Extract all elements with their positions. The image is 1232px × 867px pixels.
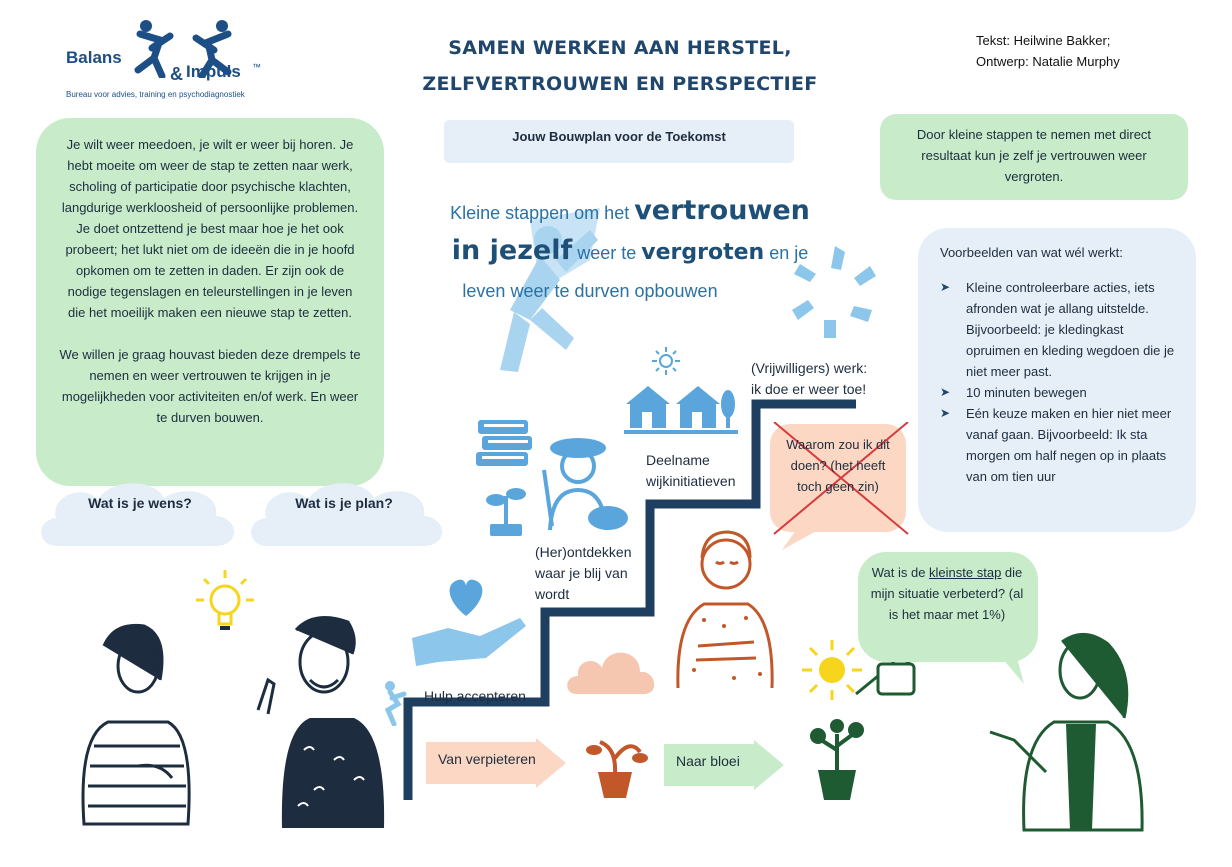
heart-hand-icon [408,574,528,670]
logo-balans: Balans [66,48,122,67]
intro-box [36,118,384,486]
doubt-bubble-text: Waarom zou ik dit doen? (het heeft toch geen zin) [786,437,890,494]
sun-icon [650,345,682,377]
cloud-icon [564,640,660,696]
small-steps-box: Door kleine stappen te nemen met direct resultaat kun je zelf je vertrouwen weer vergroten. [880,114,1188,200]
example-item: ➤ Eén keuze maken en hier niet meer vanaf gaan. Bijvoorbeeld: Ik sta morgen om half negen op in plaats van om tien uur [940,403,1176,487]
page-title [400,30,840,102]
hands-circle-icon [780,238,890,348]
thought-cloud-plan-shape [244,476,450,552]
tagline-bold-enlarge: vergroten [641,240,765,265]
pointing-woman-illustration [984,622,1164,832]
bearded-man-illustration [254,610,394,830]
smallest-step-text: Wat is de kleinste stap die mijn situatie verbeterd? (al is het maar met 1%) [870,565,1024,622]
intro-paragraph-2: We willen je graag houvast bieden deze drempels te nemen en weer vertrouwen te krijgen in je mogelijkheden voor activiteiten en/of werk. En weer te durven bouwen. [59,347,361,425]
tagline-bold-yourself: in jezelf [451,235,573,266]
thinking-man-illustration [664,520,784,690]
example-item: ➤ 10 minuten bewegen [940,382,1176,403]
logo-trademark: ™ [252,62,261,72]
wilted-plant-icon [580,728,650,798]
thought-cloud-wish-shape [34,476,244,552]
thought-cloud-plan: Wat is je plan? [295,495,393,511]
tagline: Kleine stappen om het vertrouwen in jezelf weer te vergroten en je leven weer te durven opbouwen [450,195,810,301]
credits-text: Tekst: Heilwine Bakker; [976,33,1111,48]
step-volunteer-work: (Vrijwilligers) werk: ik doe er weer toe! [751,360,868,397]
woman-illustration [64,616,204,826]
blooming-plant-icon [802,710,872,800]
logo-impuls: Impuls [186,62,241,81]
from-arrow: Van verpieteren [426,738,570,784]
intro-paragraph-1: Je wilt weer meedoen, je wilt er weer bij horen. Je hebt moeite om weer de stap te zetten naar werk, scholing of participatie door psychische klachten, langdurige werkloosheid of persoonlijke problemen. Je doet ontzettend je best maar hoe je het ook probeert; het lukt niet om de ideeën die in je hoofd opkomen om te zetten in daden. Er zijn ook de nodige tegenslagen en teleurstellingen in je leven die het moeilijk maken een nieuwe stap te zetten. [61,137,359,320]
credits-design: Ontwerp: Natalie Murphy [976,54,1120,69]
arrow-bullet-icon: ➤ [940,406,951,420]
arrow-bullet-icon: ➤ [940,385,951,399]
smallest-step-underlined: kleinste stap [929,565,1002,580]
sprout-icon [484,482,528,538]
logo-tagline: Bureau voor advies, training en psychodiagnostiek [66,90,245,99]
examples-box [918,228,1196,532]
example-item: ➤ Kleine controleerbare acties, iets afronden wat je allang uitstelde. Bijvoorbeeld: je kledingkast opruimen en kleding wegdoen die je niet meer past. [940,277,1176,382]
credits [976,30,1120,72]
tagline-bold-trust: vertrouwen [634,195,810,226]
title-line-2: ZELFVERTROUWEN EN PERSPECTIEF [422,73,818,95]
logo-ampersand: & [170,64,183,84]
logo [62,18,272,102]
title-line-1: SAMEN WERKEN AAN HERSTEL, [448,37,792,59]
thought-cloud-wish: Wat is je wens? [88,495,192,511]
painter-icon [530,430,634,534]
step-rediscover: (Her)ontdekken waar je blij van wordt [535,544,632,602]
step-neighbourhood: Deelname wijkinitiatieven [646,452,736,489]
examples-heading: Voorbeelden van wat wél werkt: [940,245,1123,260]
step-accept-help: Hulp accepteren [424,688,526,704]
books-icon [474,418,534,470]
arrow-bullet-icon: ➤ [940,280,951,294]
subtitle-box: Jouw Bouwplan voor de Toekomst [444,120,794,163]
to-arrow: Naar bloei [664,740,786,786]
